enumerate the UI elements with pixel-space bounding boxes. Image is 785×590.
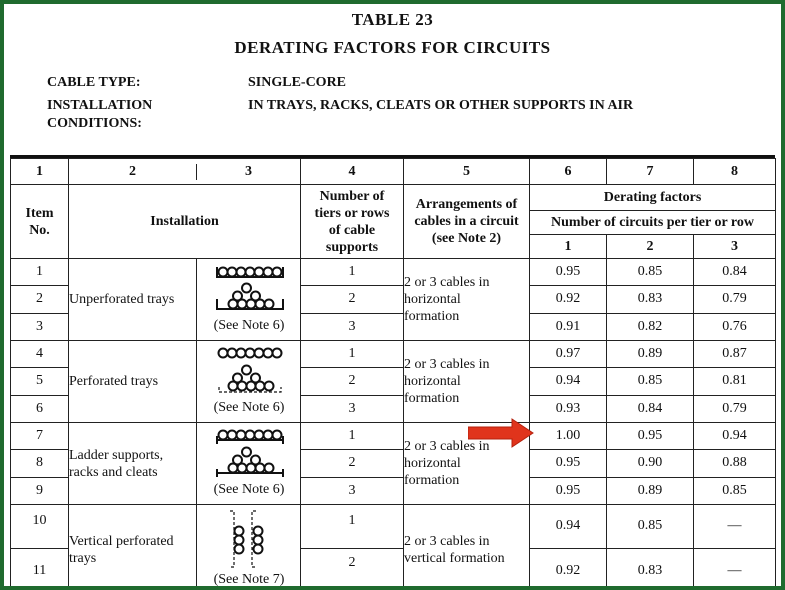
tiers-cell: 2	[301, 548, 404, 586]
installation-name: Vertical perforated	[69, 533, 174, 549]
tiers-cell: 3	[301, 313, 404, 340]
col-number: 4	[301, 159, 404, 185]
item-cell: 4	[11, 341, 69, 368]
arrangement-line: formation	[404, 391, 460, 406]
installation-label-line2: CONDITIONS:	[47, 116, 142, 131]
note-text: (See Note 6)	[213, 318, 285, 333]
factor-cell: 0.87	[694, 341, 776, 368]
col-number: 7	[607, 159, 694, 185]
unperforated-tray-icon	[197, 259, 301, 335]
factor-cell: 0.82	[607, 313, 694, 340]
arrangement-line: formation	[404, 309, 460, 324]
installation-diagram-cell	[197, 259, 301, 341]
ladder-support-icon	[197, 423, 301, 499]
installation-diagram-cell	[197, 505, 301, 587]
col-number: 1	[11, 159, 69, 185]
col-number: 3	[196, 164, 300, 180]
arrangement-line: horizontal	[404, 292, 461, 307]
tiers-header-line: supports	[325, 239, 379, 255]
derating-header: Derating factors	[530, 185, 776, 211]
installation-cell	[69, 505, 197, 587]
factor-cell: 0.85	[694, 477, 776, 504]
table-row	[11, 505, 776, 549]
tiers-header	[301, 185, 404, 259]
factor-cell: 0.91	[530, 313, 607, 340]
circuits-2-header: 2	[607, 235, 694, 259]
installation-cell	[69, 341, 197, 423]
tiers-cell: 1	[301, 505, 404, 549]
item-cell: 8	[11, 450, 69, 477]
tiers-cell: 2	[301, 368, 404, 395]
arrangement-line: 2 or 3 cables in	[404, 357, 490, 372]
arr-header-line: (see Note 2)	[431, 231, 502, 246]
factor-cell: 0.97	[530, 341, 607, 368]
document-page	[4, 4, 781, 586]
factor-cell: 0.94	[694, 423, 776, 450]
column-number-row	[11, 159, 776, 185]
installation-cell	[69, 423, 197, 505]
cable-type-label: CABLE TYPE:	[47, 75, 141, 90]
factor-cell: 0.88	[694, 450, 776, 477]
cable-type-value: SINGLE-CORE	[248, 75, 347, 90]
factor-cell: 0.94	[530, 368, 607, 395]
arrangement-cell	[404, 341, 530, 423]
factor-cell: 0.83	[607, 286, 694, 313]
arrangement-line: 2 or 3 cables in	[404, 275, 490, 290]
factor-cell: 0.85	[607, 505, 694, 549]
item-cell: 5	[11, 368, 69, 395]
factor-cell: 0.93	[530, 395, 607, 422]
tiers-cell: 3	[301, 477, 404, 504]
arrangement-line: horizontal	[404, 456, 461, 471]
arrangement-cell	[404, 259, 530, 341]
installation-header: Installation	[69, 185, 301, 259]
vertical-tray-icon	[197, 505, 301, 586]
arrangement-line: 2 or 3 cables in	[404, 439, 490, 454]
factor-cell: 0.84	[694, 259, 776, 286]
installation-name: racks and cleats	[69, 464, 158, 480]
col-number: 6	[530, 159, 607, 185]
table-row	[11, 259, 776, 286]
tiers-cell: 1	[301, 341, 404, 368]
arr-header-line: Arrangements of	[415, 197, 518, 212]
item-header-line: Item	[25, 205, 54, 221]
factor-cell: 0.90	[607, 450, 694, 477]
circuits-1-header: 1	[530, 235, 607, 259]
factor-cell: 0.84	[607, 395, 694, 422]
installation-cell	[69, 259, 197, 341]
arrangement-line: formation	[404, 473, 460, 488]
item-cell: 7	[11, 423, 69, 450]
note-text: (See Note 6)	[213, 482, 285, 497]
installation-name: Perforated trays	[69, 374, 159, 389]
col-number: 5	[404, 159, 530, 185]
arrangement-cell	[404, 505, 530, 587]
header-row-1	[11, 185, 776, 211]
installation-value: IN TRAYS, RACKS, CLEATS OR OTHER SUPPORTS IN AIR	[248, 98, 634, 113]
factor-cell: 0.83	[607, 548, 694, 586]
circuits-3-header: 3	[694, 235, 776, 259]
arrangement-header	[404, 185, 530, 259]
item-cell: 2	[11, 286, 69, 313]
tiers-header-line: tiers or rows	[314, 205, 390, 221]
tiers-header-line: of cable	[328, 222, 376, 238]
col-number	[69, 159, 301, 185]
item-cell: 3	[11, 313, 69, 340]
table-subtitle: DERATING FACTORS FOR CIRCUITS	[234, 38, 551, 57]
installation-label	[47, 97, 152, 133]
factor-cell: 0.76	[694, 313, 776, 340]
tiers-cell: 3	[301, 395, 404, 422]
tiers-cell: 2	[301, 450, 404, 477]
installation-name: Unperforated trays	[69, 292, 175, 307]
table-row	[11, 341, 776, 368]
factor-cell: 0.85	[607, 368, 694, 395]
tiers-header-line: Number of	[319, 188, 385, 204]
item-no-header	[11, 185, 69, 259]
factor-cell: 0.89	[607, 477, 694, 504]
arrangement-line: 2 or 3 cables in	[404, 533, 490, 549]
arr-header-line: cables in a circuit	[414, 214, 519, 229]
factor-cell: 0.92	[530, 548, 607, 586]
factor-cell: —	[694, 505, 776, 549]
factor-cell: 0.89	[607, 341, 694, 368]
item-cell: 10	[11, 505, 69, 549]
installation-name: Ladder supports,	[69, 447, 164, 463]
factor-cell: 0.79	[694, 395, 776, 422]
factor-cell: 0.94	[530, 505, 607, 549]
note-text: (See Note 7)	[213, 572, 285, 586]
table-row	[11, 423, 776, 450]
factor-cell: 0.95	[607, 423, 694, 450]
installation-diagram-cell	[197, 341, 301, 423]
arrangement-line: horizontal	[404, 374, 461, 389]
col-number: 8	[694, 159, 776, 185]
perforated-tray-icon	[197, 341, 301, 417]
item-cell: 11	[11, 548, 69, 586]
table-title: TABLE 23	[351, 10, 434, 29]
item-header-line: No.	[29, 222, 50, 238]
installation-name: trays	[69, 550, 97, 566]
factor-cell: 0.92	[530, 286, 607, 313]
item-cell: 1	[11, 259, 69, 286]
installation-label-line1: INSTALLATION	[47, 98, 153, 113]
tiers-cell: 2	[301, 286, 404, 313]
red-arrow-icon	[468, 418, 534, 448]
tiers-cell: 1	[301, 259, 404, 286]
factor-cell: 0.79	[694, 286, 776, 313]
installation-diagram-cell	[197, 423, 301, 505]
factor-cell: —	[694, 548, 776, 586]
arrangement-line: vertical formation	[404, 550, 505, 566]
factor-cell: 0.81	[694, 368, 776, 395]
col-number: 2	[128, 163, 136, 179]
item-cell: 6	[11, 395, 69, 422]
factor-cell: 1.00	[530, 423, 607, 450]
factor-cell: 0.95	[530, 477, 607, 504]
tiers-cell: 1	[301, 423, 404, 450]
factor-cell: 0.95	[530, 450, 607, 477]
circuits-header: Number of circuits per tier or row	[530, 211, 776, 235]
derating-table	[10, 158, 776, 586]
factor-cell: 0.85	[607, 259, 694, 286]
note-text: (See Note 6)	[213, 400, 285, 415]
factor-cell: 0.95	[530, 259, 607, 286]
item-cell: 9	[11, 477, 69, 504]
